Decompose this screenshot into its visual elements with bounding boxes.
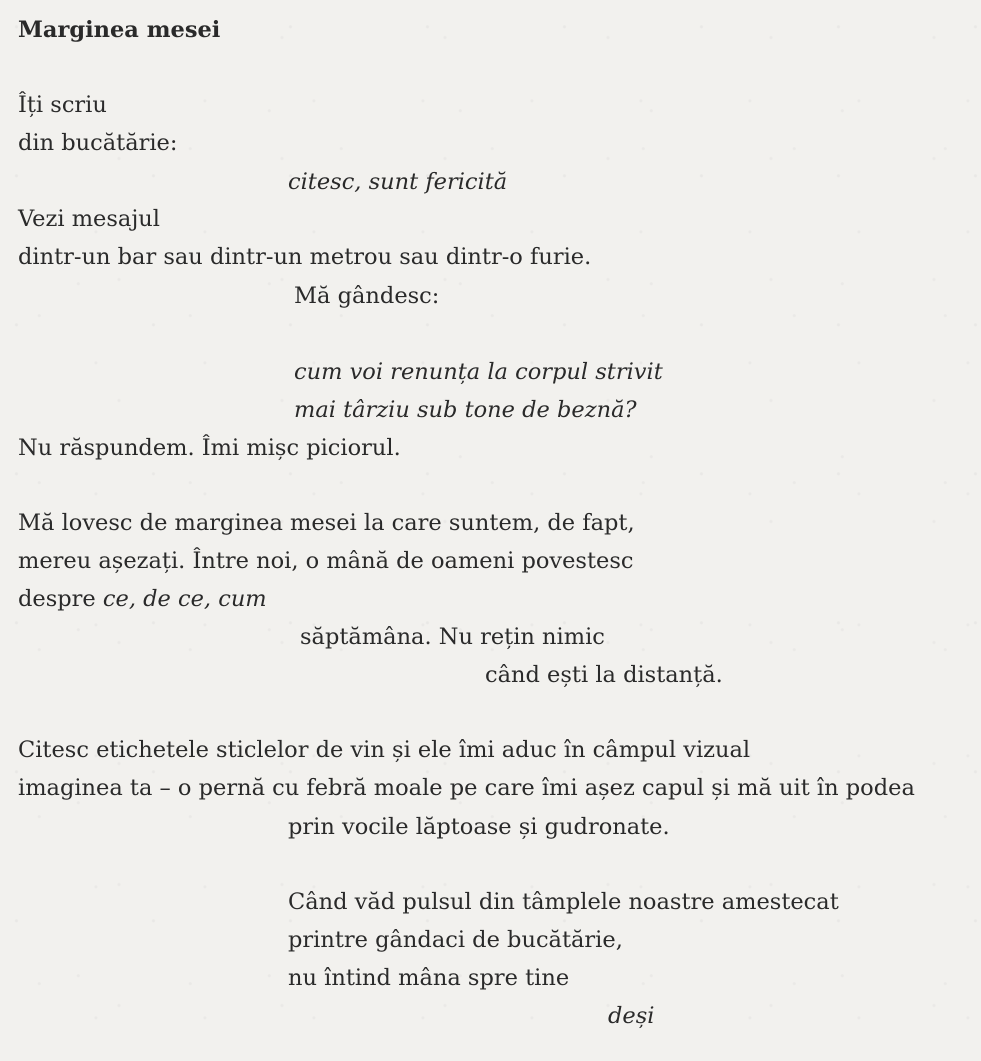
poem-line-emphasis: ce, de ce, cum (102, 586, 267, 612)
poem-line: mai târziu sub tone de beznă? (294, 397, 637, 423)
poem-line: Când văd pulsul din tâmplele noastre amestecat (288, 889, 839, 915)
poem-line: Îți scriu (18, 92, 107, 118)
poem-line: Mă lovesc de marginea mesei la care suntem, de fapt, (18, 510, 635, 536)
poem-line: săptămâna. Nu rețin nimic (300, 624, 605, 650)
poem-line: cum voi renunța la corpul strivit (294, 359, 663, 385)
poem-line: printre gândaci de bucătărie, (288, 927, 623, 953)
poem-line: mereu așezați. Între noi, o mână de oameni povestesc (18, 548, 634, 574)
poem-line: dintr-un bar sau dintr-un metrou sau dintr-o furie. (18, 244, 592, 270)
poem-line: Mă gândesc: (294, 283, 440, 309)
poem-line: deși (608, 1003, 655, 1029)
poem-line: prin vocile lăptoase și gudronate. (288, 814, 670, 840)
poem-line (18, 588, 267, 611)
poem-line: imaginea ta – o pernă cu febră moale pe care îmi așez capul și mă uit în podea (18, 775, 915, 801)
poem-line: Nu răspundem. Îmi mișc piciorul. (18, 435, 401, 461)
poem-title: Marginea mesei (18, 17, 221, 43)
poem-line: din bucătărie: (18, 130, 178, 156)
poem-line: când ești la distanță. (485, 662, 723, 688)
poem-line: citesc, sunt fericită (288, 169, 508, 195)
poem-line: Vezi mesajul (18, 206, 160, 232)
poem-line-segment: despre (18, 586, 103, 612)
poem-line: nu întind mâna spre tine (288, 965, 570, 991)
poem-line: Citesc etichetele sticlelor de vin și ele îmi aduc în câmpul vizual (18, 737, 751, 763)
